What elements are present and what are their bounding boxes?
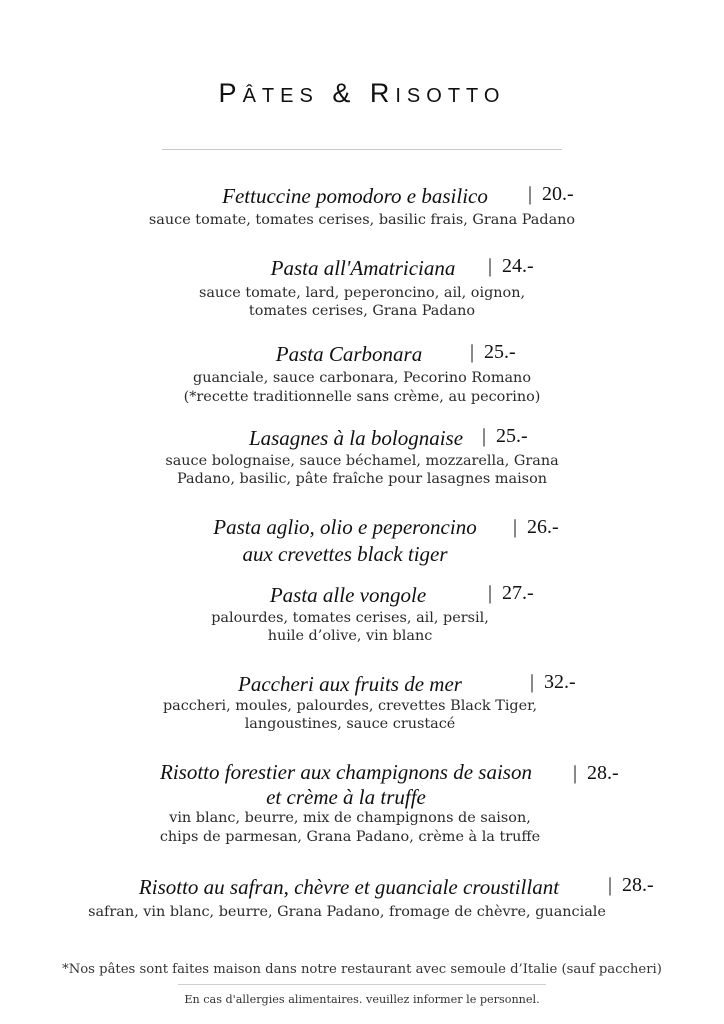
footer-divider [178, 984, 546, 985]
menu-item-price: | 25.- [470, 341, 516, 363]
menu-item-name: Pasta all'Amatriciana [270, 256, 456, 280]
menu-item-description: safran, vin blanc, beurre, Grana Padano, fromage de chèvre, guanciale [88, 904, 606, 920]
menu-item-name: Pasta aglio, olio e peperoncino [213, 515, 477, 539]
menu-item-name: Risotto au safran, chèvre et guanciale croustillant [138, 875, 560, 899]
menu-item-name: Paccheri aux fruits de mer [238, 672, 462, 696]
title-divider [162, 149, 562, 150]
menu-item-price: | 25.- [482, 425, 528, 447]
menu-item-description: langoustines, sauce crustacé [244, 716, 456, 732]
menu-item-price: | 28.- [573, 762, 619, 784]
menu-item-name: Pasta alle vongole [269, 583, 427, 607]
menu-item-description: paccheri, moules, palourdes, crevettes Black Tiger, [162, 698, 538, 714]
allergy-note: En cas d'allergies alimentaires. veuillez informer le personnel. [184, 993, 540, 1006]
menu-item-name: Risotto forestier aux champignons de saison [160, 760, 532, 784]
menu-item-price: | 28.- [608, 874, 654, 896]
menu-item-description: sauce tomate, tomates cerises, basilic frais, Grana Padano [148, 212, 576, 228]
menu-item-description: tomates cerises, Grana Padano [248, 303, 476, 319]
menu-item-name: Fettuccine pomodoro e basilico [222, 184, 488, 208]
page-title: PÂTES & RISOTTO [218, 78, 506, 108]
menu-item-price: | 27.- [488, 582, 534, 604]
menu-item-name: Pasta Carbonara [275, 342, 423, 366]
menu-item-name: et crème à la truffe [266, 785, 426, 809]
menu-item-description: huile d’olive, vin blanc [267, 628, 433, 644]
menu-item-name: aux crevettes black tiger [242, 542, 448, 566]
menu-item-description: chips de parmesan, Grana Padano, crème à la truffe [159, 829, 541, 845]
menu-item-price: | 24.- [488, 255, 534, 277]
menu-item-price: | 20.- [528, 183, 574, 205]
menu-item-name: Lasagnes à la bolognaise [248, 426, 464, 450]
menu-item-description: sauce bolognaise, sauce béchamel, mozzarella, Grana [165, 453, 559, 469]
menu-item-description: (*recette traditionnelle sans crème, au pecorino) [183, 389, 541, 405]
menu-item-price: | 26.- [513, 516, 559, 538]
menu-item-description: palourdes, tomates cerises, ail, persil, [211, 610, 489, 626]
footnote: *Nos pâtes sont faites maison dans notre restaurant avec semoule d’Italie (sauf paccheri) [62, 962, 662, 977]
menu-item-description: guanciale, sauce carbonara, Pecorino Romano [193, 370, 531, 386]
menu-item-description: vin blanc, beurre, mix de champignons de saison, [169, 810, 531, 826]
menu-item-description: sauce tomate, lard, peperoncino, ail, oignon, [198, 285, 526, 301]
menu-item-description: Padano, basilic, pâte fraîche pour lasagnes maison [177, 471, 547, 487]
menu-item-price: | 32.- [530, 671, 576, 693]
